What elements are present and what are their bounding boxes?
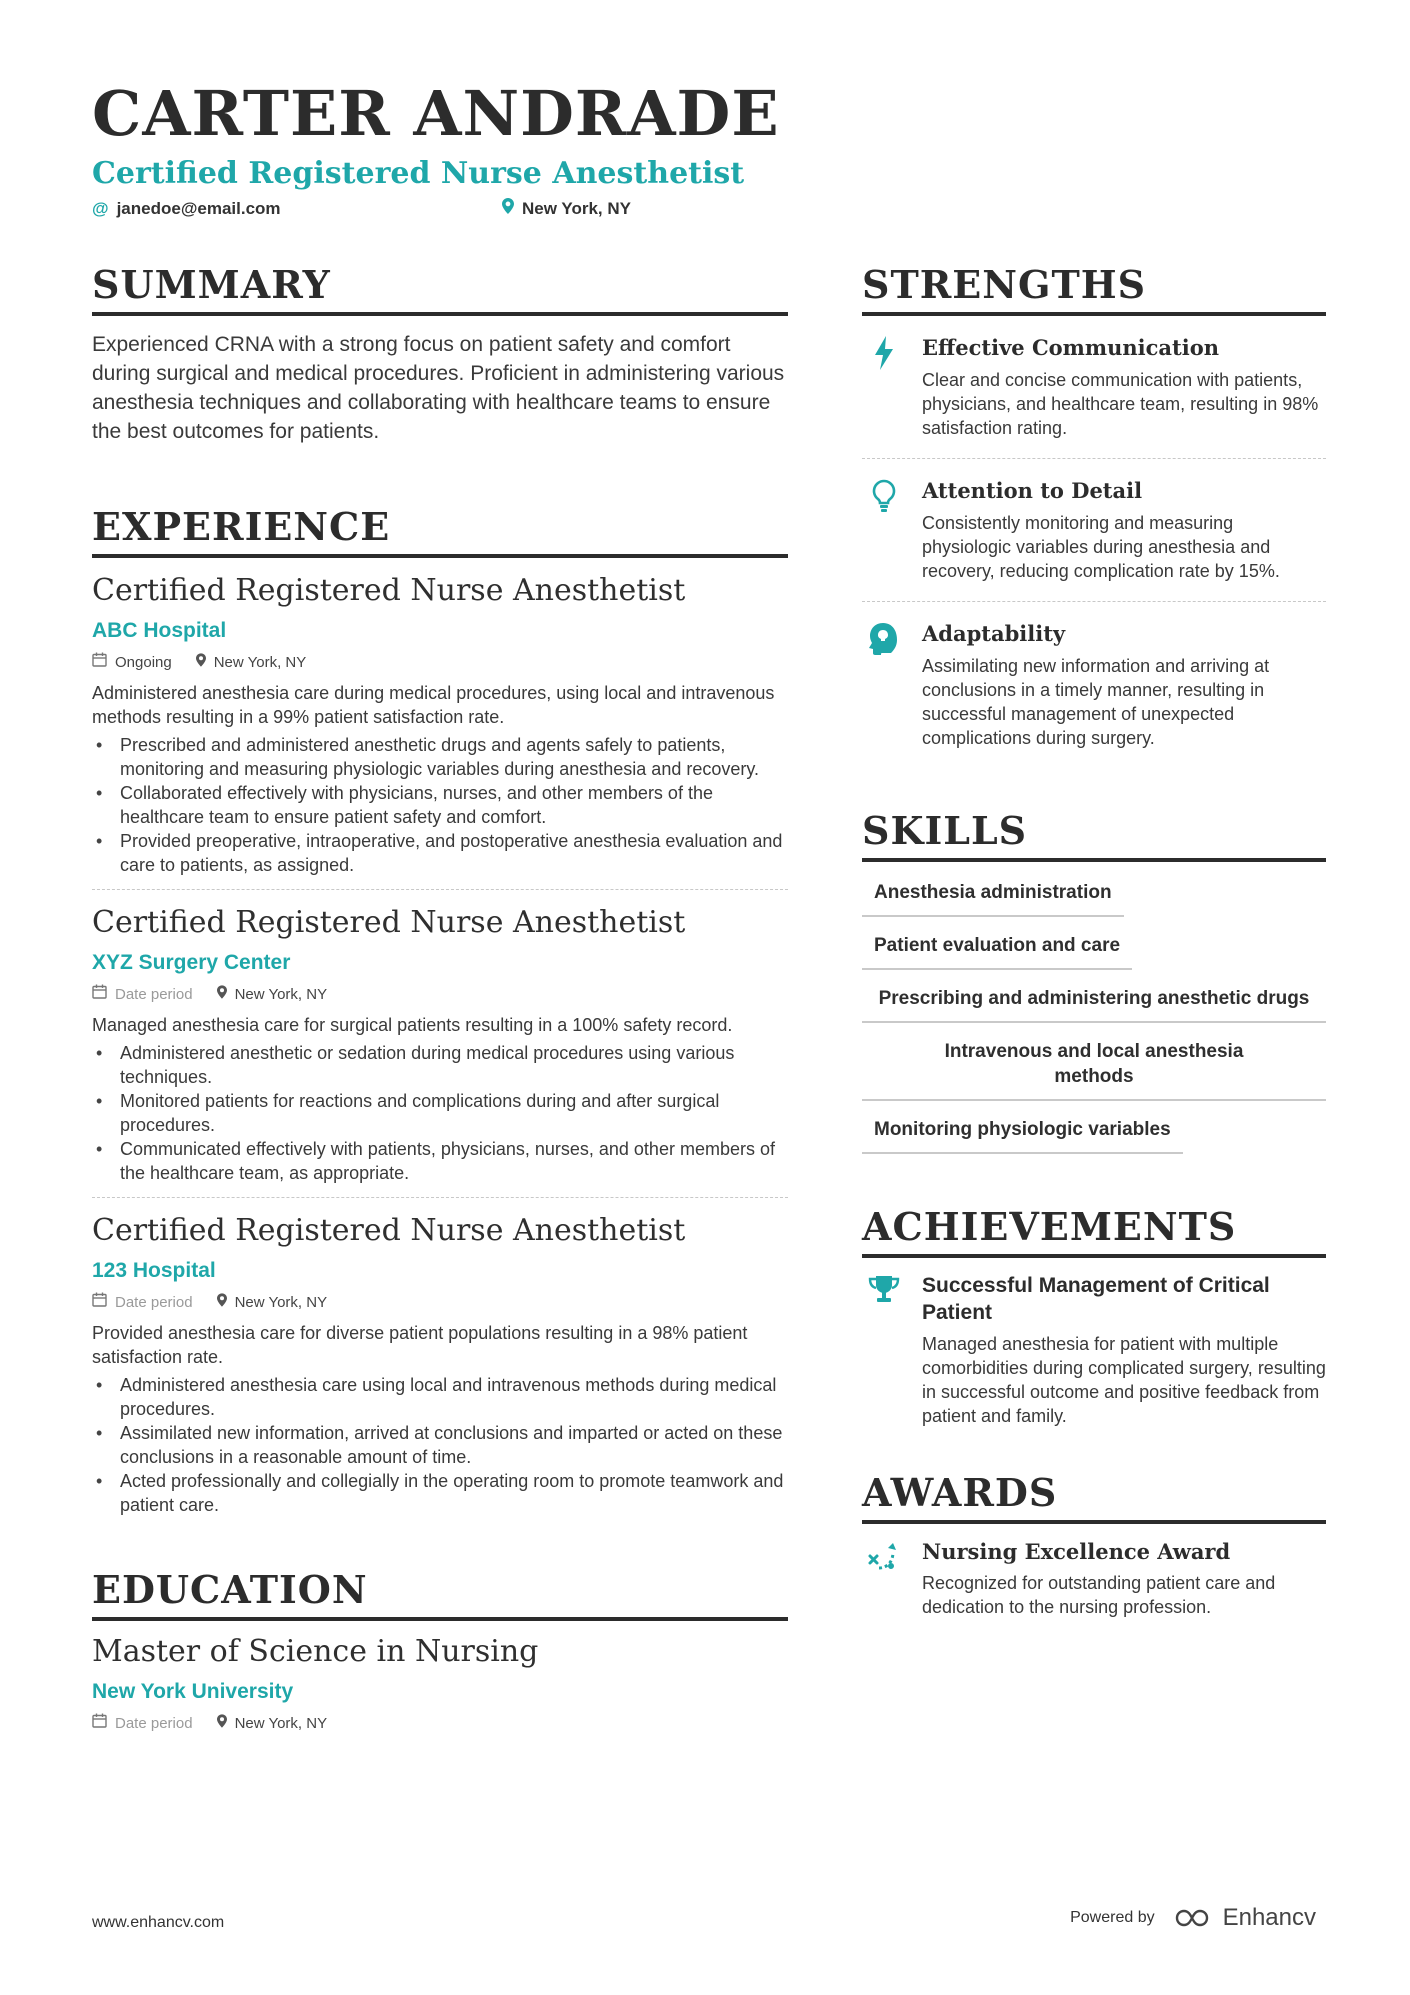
enhancv-logo[interactable] [1173,1904,1316,1932]
summary-heading: SUMMARY [92,262,788,316]
job-description: Administered anesthesia care during medical procedures, using local and intravenous methods resulting in a 99% patient satisfaction rate. [92,683,775,727]
calendar-icon [92,984,107,1005]
job-bullet: • Administered anesthesia care using local and intravenous methods during medical procedures. [92,1373,788,1421]
job-location [217,985,328,1005]
experience-entry [92,1212,788,1517]
job-bullet: • Collaborated effectively with physicians, nurses, and other members of the healthcare team to ensure patient safety and comfort. [92,781,788,829]
job-meta [92,652,788,673]
school-name: New York University [92,1680,294,1703]
skills-heading: SKILLS [862,808,1326,862]
education-location-text: New York, NY [234,1714,328,1732]
achievements-heading: ACHIEVEMENTS [862,1204,1326,1258]
job-date [92,1292,193,1313]
education-entry [92,1633,788,1734]
strength-description: Assimilating new information and arriving at conclusions in a timely manner, resulting in successful management of unexpected complications during surgery. [922,656,1270,748]
trophy-icon [862,1272,906,1428]
location-pin-icon [217,985,227,1005]
job-title: Certified Registered Nurse Anesthetist [92,1213,686,1248]
location-text: New York, NY [522,198,631,218]
experience-entry [92,572,788,877]
job-bullets [92,1373,788,1517]
achievements-section [862,1204,1326,1428]
job-bullet: • Monitored patients for reactions and complications during and after surgical procedures. [92,1089,788,1137]
footer-branding [1070,1904,1316,1932]
contact-info [92,198,1322,219]
job-location-text: New York, NY [213,653,307,671]
brand-name: Enhancv [1222,1904,1316,1931]
location-pin-icon [217,1714,227,1734]
candidate-title: Certified Registered Nurse Anesthetist [92,156,745,191]
job-meta [92,984,788,1005]
strength-title: Effective Communication [922,335,1219,360]
company-name: 123 Hospital [92,1259,216,1282]
awards-section [862,1470,1326,1619]
job-date-text: Date period [115,985,193,1003]
strengths-section [862,262,1326,768]
location-pin-icon [196,653,206,673]
award-title: Nursing Excellence Award [922,1539,1231,1564]
job-location [217,1293,328,1313]
company-name: ABC Hospital [92,619,227,642]
job-bullet: • Prescribed and administered anesthetic drugs and agents safely to patients, monitoring and measuring physiologic variables during anesthesia and recovery. [92,733,788,781]
location-pin-icon [217,1293,227,1313]
strengths-heading: STRENGTHS [862,262,1326,316]
job-title: Certified Registered Nurse Anesthetist [92,573,686,608]
job-location [196,653,307,673]
job-bullets [92,733,788,877]
skill-tag: Monitoring physiologic variables [862,1107,1183,1154]
calendar-icon [92,652,107,673]
job-date [92,652,172,673]
lightning-icon [862,334,906,440]
strength-description: Clear and concise communication with patients, physicians, and healthcare team, resulting in 98% satisfaction rating. [922,370,1319,438]
contact-email[interactable] [92,198,502,219]
job-location-text: New York, NY [234,1293,328,1311]
strength-title: Attention to Detail [922,478,1143,503]
head-brain-icon [862,620,906,750]
degree-title: Master of Science in Nursing [92,1634,539,1669]
education-heading: EDUCATION [92,1567,788,1621]
job-bullets [92,1041,788,1185]
at-icon: @ [92,198,109,218]
divider [92,1197,788,1198]
experience-entry [92,904,788,1185]
email-text: janedoe@email.com [116,198,281,218]
left-column [92,262,788,1734]
job-date [92,984,193,1005]
strength-description: Consistently monitoring and measuring physiologic variables during anesthesia and recovery, reducing complication rate by 15%. [922,513,1280,581]
award-item [862,1524,1326,1619]
job-date-text: Date period [115,1293,193,1311]
job-description: Managed anesthesia care for surgical patients resulting in a 100% safety record. [92,1015,733,1035]
skill-tag: Patient evaluation and care [862,923,1132,970]
skill-tag: Intravenous and local anesthesia methods [862,1029,1326,1101]
candidate-name: CARTER ANDRADE [92,77,780,150]
resume-header [92,78,1322,219]
job-bullet: • Administered anesthetic or sedation during medical procedures using various techniques. [92,1041,788,1089]
divider [92,889,788,890]
strength-item [862,602,1326,768]
award-description: Recognized for outstanding patient care and dedication to the nursing profession. [922,1573,1276,1617]
right-column [862,262,1326,1619]
strategy-icon [862,1538,906,1619]
education-section [92,1567,788,1734]
skill-tag: Anesthesia administration [862,870,1124,917]
education-location [217,1714,328,1734]
education-date-text: Date period [115,1714,193,1732]
job-location-text: New York, NY [234,985,328,1003]
achievement-description: Managed anesthesia for patient with multiple comorbidities during complicated surgery, resulting in successful outcome and positive feedback from patient and family. [922,1334,1326,1426]
footer-website[interactable]: www.enhancv.com [92,1914,225,1931]
education-date [92,1713,193,1734]
summary-text: Experienced CRNA with a strong focus on patient safety and comfort during surgical and medical procedures. Proficient in administering various anesthesia techniques and collaborating with healthcare teams to ensure the best outcomes for patients. [92,333,785,443]
contact-location [502,198,631,219]
job-meta [92,1292,788,1313]
awards-heading: AWARDS [862,1470,1326,1524]
job-bullet: • Acted professionally and collegially in the operating room to promote teamwork and patient care. [92,1469,788,1517]
lightbulb-icon [862,477,906,583]
education-meta [92,1713,788,1734]
achievement-item [862,1258,1326,1428]
job-bullet: • Provided preoperative, intraoperative, and postoperative anesthesia evaluation and care to patients, as assigned. [92,829,788,877]
powered-by-text: Powered by [1070,1909,1155,1926]
job-title: Certified Registered Nurse Anesthetist [92,905,686,940]
calendar-icon [92,1292,107,1313]
skill-tag: Prescribing and administering anesthetic drugs [862,976,1326,1023]
experience-heading: EXPERIENCE [92,504,788,558]
strength-item [862,316,1326,459]
experience-section [92,504,788,1517]
company-name: XYZ Surgery Center [92,951,291,974]
calendar-icon [92,1713,107,1734]
job-bullet: • Assimilated new information, arrived at conclusions and imparted or acted on these conclusions in a reasonable amount of time. [92,1421,788,1469]
job-description: Provided anesthesia care for diverse patient populations resulting in a 98% patient satisfaction rate. [92,1323,748,1367]
achievement-title: Successful Management of Critical Patient [922,1274,1270,1324]
location-pin-icon [502,198,514,219]
job-date-text: Ongoing [115,653,172,671]
job-bullet: • Communicated effectively with patients, physicians, nurses, and other members of the healthcare team, as appropriate. [92,1137,788,1185]
strength-title: Adaptability [922,621,1066,646]
skills-section [862,808,1326,1154]
strength-item [862,459,1326,602]
summary-section [92,262,788,446]
